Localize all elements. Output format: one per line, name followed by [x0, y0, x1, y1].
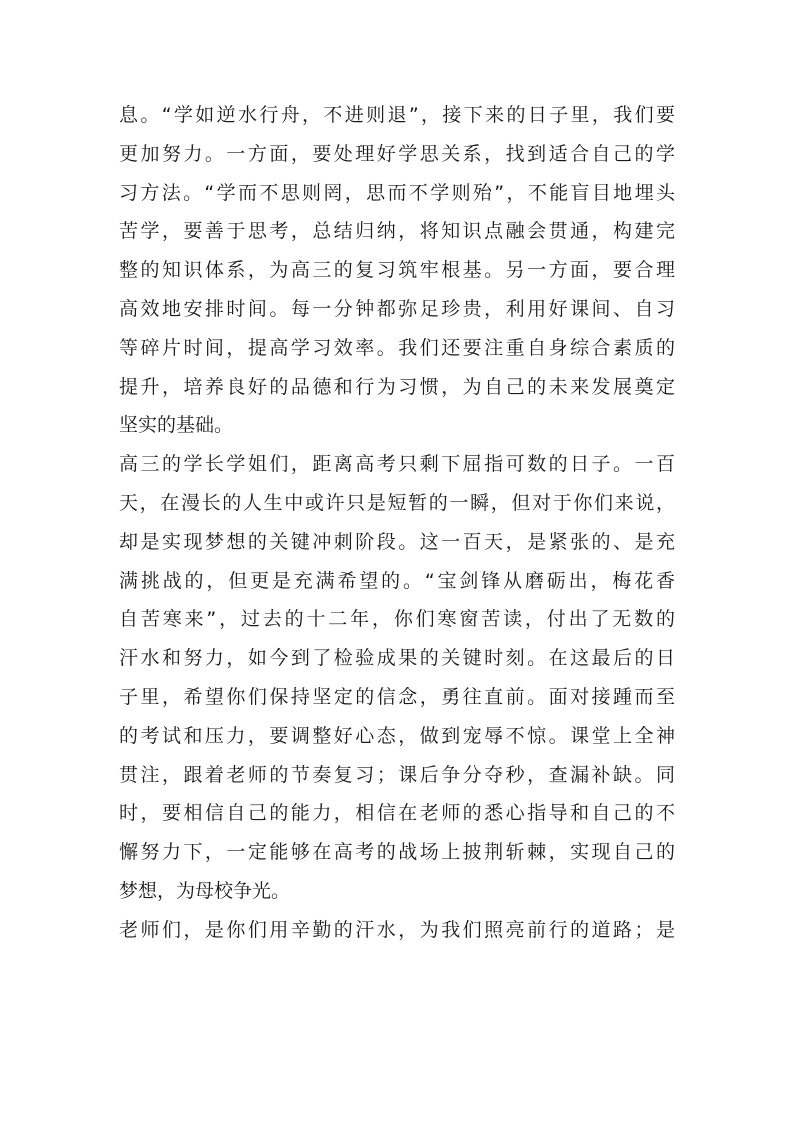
text-line: 时，要相信自己的能力，相信在老师的悉心指导和自己的不	[119, 802, 675, 825]
text-line: 息。“学如逆水行舟，不进则退”，接下来的日子里，我们要	[119, 104, 675, 126]
text-line: 子里，希望你们保持坚定的信念，勇往直前。面对接踵而至	[119, 685, 675, 708]
body-text	[119, 96, 675, 950]
text-line: 高三的学长学姐们，距离高考只剩下屈指可数的日子。一百	[119, 453, 675, 476]
text-line: 更加努力。一方面，要处理好学思关系，找到适合自己的学	[119, 142, 675, 165]
text-line: 习方法。“学而不思则罔，思而不学则殆”，不能盲目地埋头	[119, 181, 675, 204]
text-line: 坚实的基础。	[119, 414, 234, 437]
text-line: 却是实现梦想的关键冲刺阶段。这一百天，是紧张的、是充	[119, 530, 675, 553]
text-line: 贯注，跟着老师的节奏复习；课后争分夺秒，查漏补缺。同	[119, 763, 675, 786]
text-line: 懈努力下，一定能够在高考的战场上披荆斩棘，实现自己的	[119, 841, 675, 864]
text-line: 老师们，是你们用辛勤的汗水，为我们照亮前行的道路；是	[119, 918, 675, 941]
text-line: 等碎片时间，提高学习效率。我们还要注重自身综合素质的	[119, 336, 675, 359]
text-line: 梦想，为母校争光。	[119, 879, 291, 902]
text-line: 的考试和压力，要调整好心态，做到宠辱不惊。课堂上全神	[119, 724, 675, 747]
text-line: 汗水和努力，如今到了检验成果的关键时刻。在这最后的日	[119, 647, 675, 670]
text-line: 天，在漫长的人生中或许只是短暂的一瞬，但对于你们来说，	[119, 491, 675, 514]
text-line: 高效地安排时间。每一分钟都弥足珍贵，利用好课间、自习	[119, 297, 675, 320]
text-line: 整的知识体系，为高三的复习筑牢根基。另一方面，要合理	[119, 259, 675, 282]
text-line: 苦学，要善于思考，总结归纳，将知识点融会贯通，构建完	[119, 220, 675, 243]
text-line: 自苦寒来”，过去的十二年，你们寒窗苦读，付出了无数的	[119, 608, 675, 631]
text-line: 提升，培养良好的品德和行为习惯，为自己的未来发展奠定	[119, 375, 675, 398]
text-line: 满挑战的，但更是充满希望的。“宝剑锋从磨砺出，梅花香	[119, 569, 675, 592]
